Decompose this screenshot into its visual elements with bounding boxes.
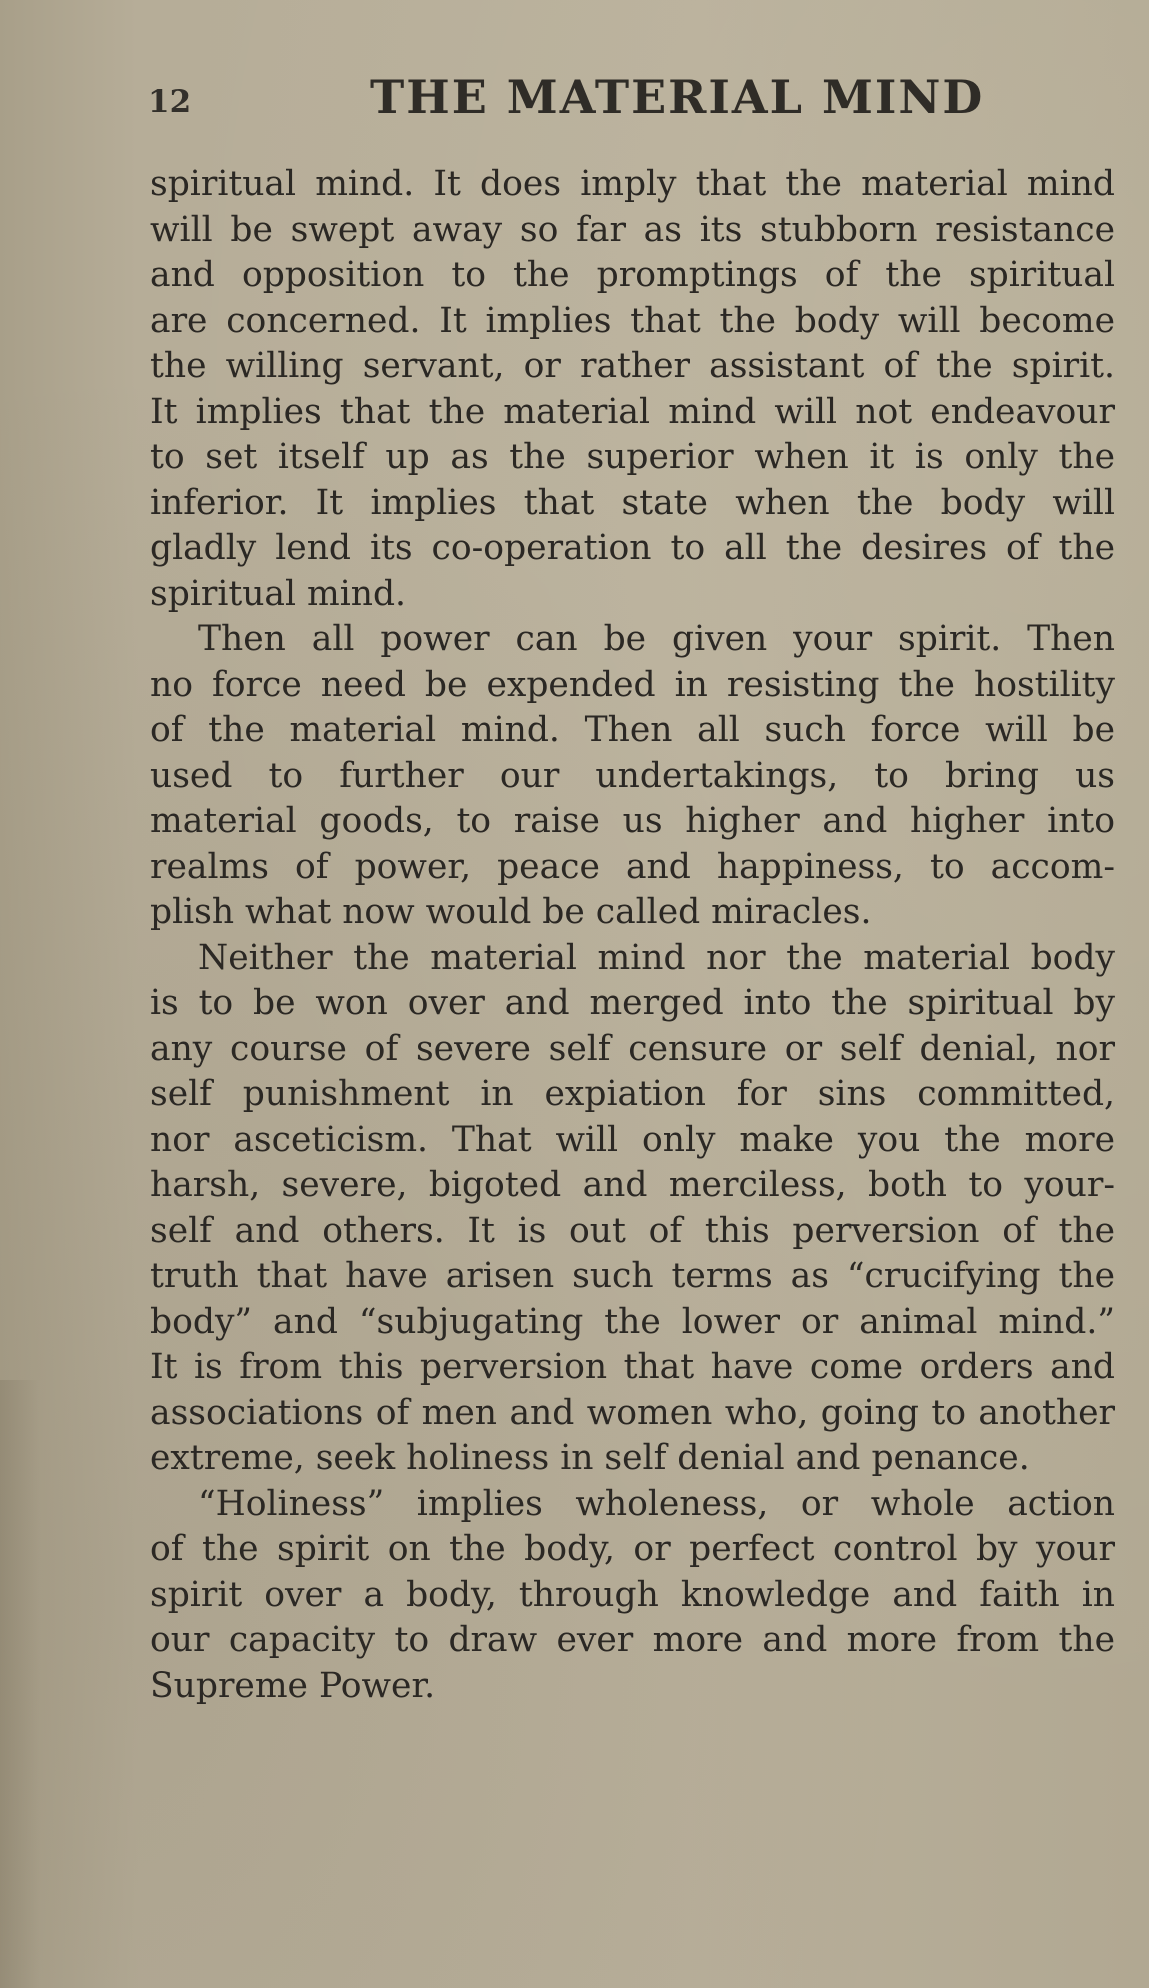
text-line: of the spirit on the body, or perfect control by your: [150, 1529, 1115, 1569]
text-line: and opposition to the promptings of the spiritual: [150, 255, 1115, 295]
running-title: THE MATERIAL MIND: [370, 70, 985, 124]
text-line: inferior. It implies that state when the body will: [150, 482, 1115, 523]
text-line: It implies that the material mind will not endeavour: [150, 391, 1115, 432]
text-line: “Holiness” implies wholeness, or whole action: [198, 1483, 1115, 1524]
text-line: gladly lend its co-operation to all the desires of the: [150, 528, 1115, 568]
text-line: no force need be expended in resisting the hostility: [150, 664, 1115, 705]
paragraph-2: [150, 617, 1115, 936]
text-line: extreme, seek holiness in self denial and penance.: [150, 1438, 1030, 1478]
paragraph-3: [150, 936, 1115, 1482]
text-line: harsh, severe, bigoted and merciless, both to your-: [150, 1165, 1115, 1205]
text-line: to set itself up as the superior when it is only the: [150, 437, 1115, 477]
text-line: It is from this perversion that have come orders and: [150, 1347, 1115, 1387]
text-line: Then all power can be given your spirit. Then: [198, 619, 1115, 659]
paragraph-4: [150, 1482, 1115, 1710]
text-line: Supreme Power.: [150, 1665, 436, 1706]
text-line: spiritual mind.: [150, 573, 407, 614]
page-number: 12: [148, 84, 192, 120]
text-line: will be swept away so far as its stubborn resistance: [150, 209, 1115, 250]
text-line: the willing servant, or rather assistant of the spirit.: [150, 346, 1115, 386]
text-line: material goods, to raise us higher and higher into: [150, 801, 1115, 841]
body-text: [150, 162, 1115, 1709]
page-header: [148, 70, 1123, 130]
text-line: spirit over a body, through knowledge and faith in: [150, 1574, 1115, 1615]
paragraph-1: [150, 162, 1115, 617]
text-line: self punishment in expiation for sins committed,: [150, 1074, 1115, 1114]
text-line: any course of severe self censure or self denial, nor: [150, 1028, 1115, 1069]
text-line: realms of power, peace and happiness, to accom-: [150, 846, 1115, 887]
text-line: is to be won over and merged into the spiritual by: [150, 983, 1115, 1023]
text-line: of the material mind. Then all such force will be: [150, 710, 1115, 750]
text-line: Neither the material mind nor the material body: [198, 937, 1115, 978]
text-line: body” and “subjugating the lower or animal mind.”: [150, 1301, 1115, 1342]
text-line: plish what now would be called miracles.: [150, 892, 872, 932]
text-line: used to further our undertakings, to bring us: [150, 755, 1115, 796]
text-line: our capacity to draw ever more and more from the: [150, 1620, 1115, 1660]
text-line: nor asceticism. That will only make you the more: [150, 1119, 1115, 1160]
text-line: are concerned. It implies that the body will become: [150, 300, 1115, 341]
text-line: truth that have arisen such terms as “crucifying the: [150, 1256, 1115, 1296]
text-line: spiritual mind. It does imply that the material mind: [150, 164, 1115, 204]
text-line: self and others. It is out of this perversion of the: [150, 1210, 1115, 1251]
page-edge-shadow: [0, 1380, 40, 1988]
text-line: associations of men and women who, going to another: [150, 1392, 1115, 1433]
